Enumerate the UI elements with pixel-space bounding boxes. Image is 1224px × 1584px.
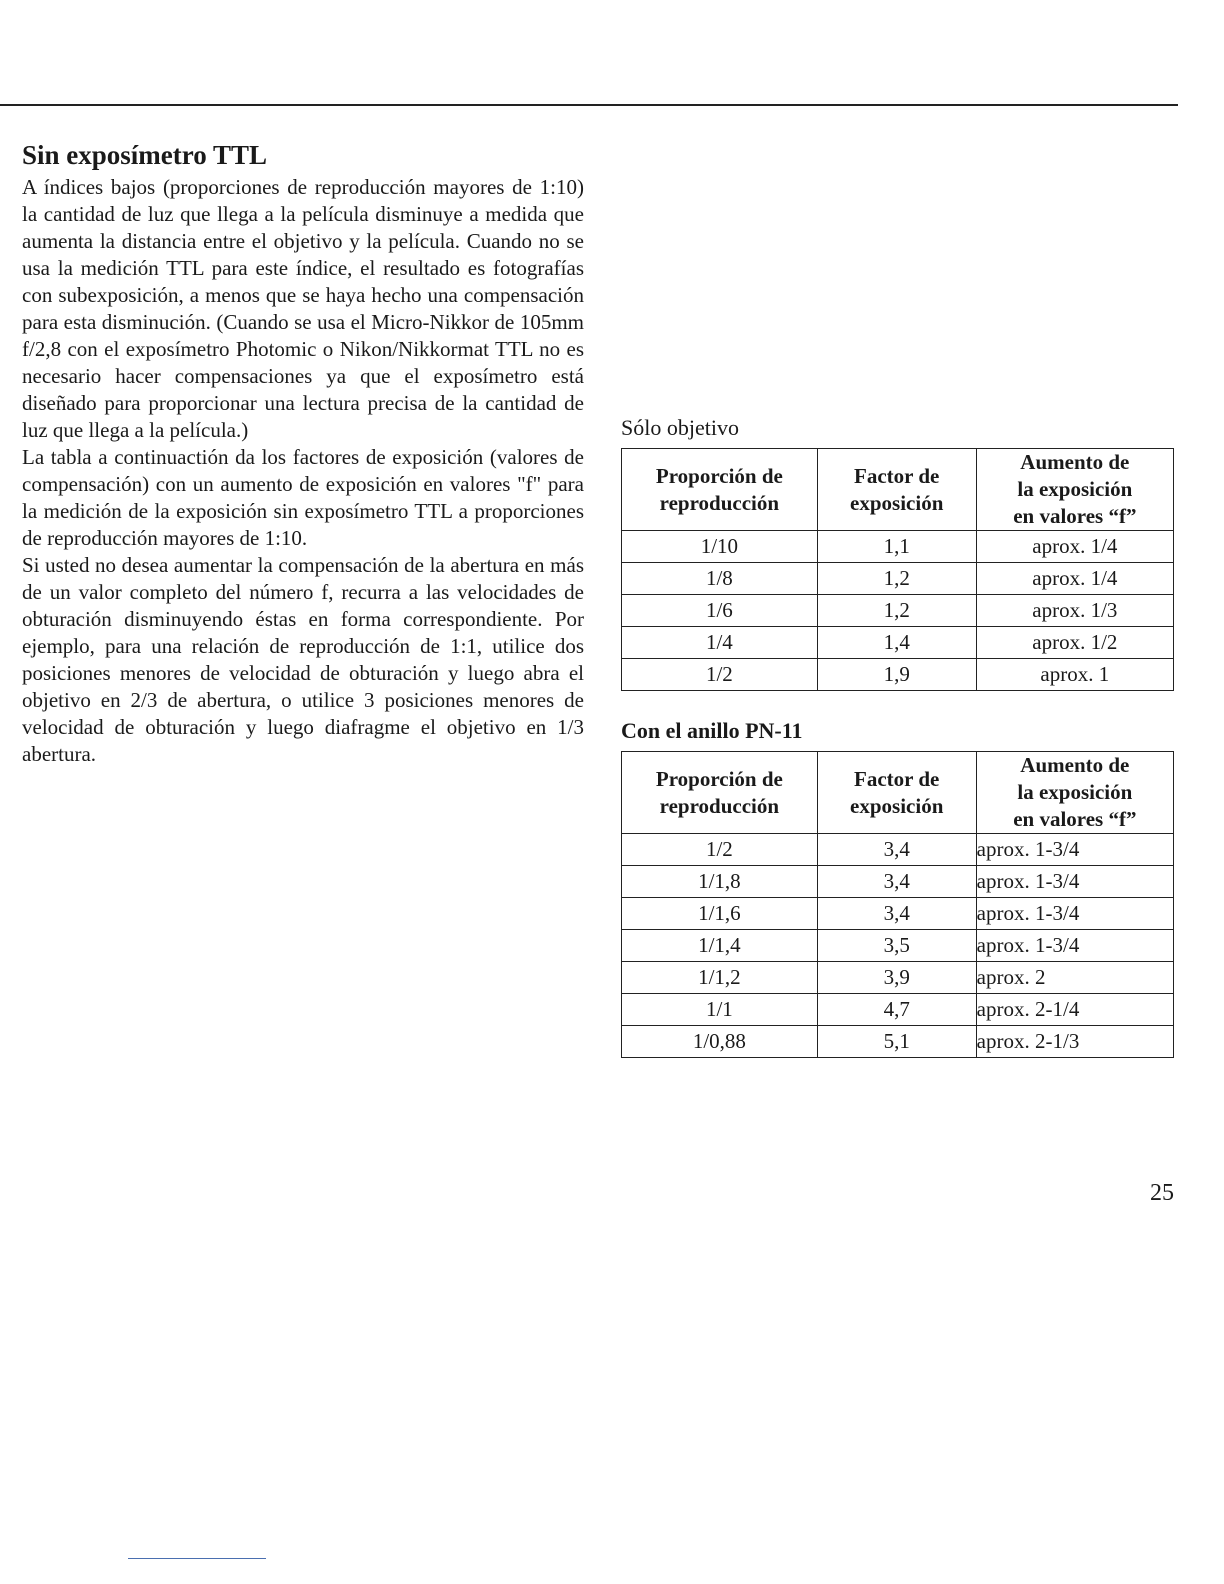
table2-header-ratio [622, 752, 818, 834]
cell-increase: aprox. 1-3/4 [976, 834, 1173, 866]
header-text: Aumento de la exposición en valores “f” [1013, 450, 1137, 528]
table-row [622, 834, 1174, 866]
header-text: Aumento de la exposición en valores “f” [1013, 753, 1137, 831]
table-row [622, 659, 1174, 691]
header-text: Factor de exposición [850, 766, 944, 818]
table2-header-factor [817, 752, 976, 834]
table-row [622, 531, 1174, 563]
table-row [622, 962, 1174, 994]
cell-factor: 3,9 [817, 962, 976, 994]
cell-ratio: 1/10 [622, 531, 818, 563]
table2-header-row [622, 752, 1174, 834]
table1-header-ratio [622, 449, 818, 531]
table-row [622, 627, 1174, 659]
table2-caption: Con el anillo PN-11 [621, 718, 803, 743]
cell-increase: aprox. 1-3/4 [976, 866, 1173, 898]
cell-ratio: 1/1 [622, 994, 818, 1026]
cell-factor: 3,4 [817, 898, 976, 930]
table1-header-row [622, 449, 1174, 531]
table2 [621, 751, 1174, 1058]
left-column [22, 138, 584, 768]
header-text: Proporción de reproducción [655, 766, 783, 818]
top-rule [0, 104, 1178, 106]
cell-ratio: 1/1,4 [622, 930, 818, 962]
paragraph-2: La tabla a continuactión da los factores de exposición (valores de compensación) con un aumento de exposición en valores "f" para la medición de la exposición sin exposímetro TTL a proporciones de reproducción mayores de 1:10. [22, 445, 584, 550]
table-row [622, 866, 1174, 898]
table-row [622, 563, 1174, 595]
cell-ratio: 1/8 [622, 563, 818, 595]
section-title: Sin exposímetro TTL [22, 140, 268, 170]
cell-increase: aprox. 1/2 [976, 627, 1173, 659]
cell-increase: aprox. 2-1/4 [976, 994, 1173, 1026]
cell-increase: aprox. 1/4 [976, 563, 1173, 595]
table1-header-increase [976, 449, 1173, 531]
cell-factor: 5,1 [817, 1026, 976, 1058]
cell-increase: aprox. 1 [976, 659, 1173, 691]
paragraph-1: A índices bajos (proporciones de reproducción mayores de 1:10) la cantidad de luz que llega a la película disminuye a medida que aumenta la distancia entre el objetivo y la película. Cuando no se usa la medición TTL para este índice, el resultado es fotografías con subexposición, a menos que se haya hecho una compensación para esta disminución. (Cuando se usa el Micro-Nikkor de 105mm f/2,8 con el exposímetro Photomic o Nikon/Nikkormat TTL no es necesario hacer compensaciones ya que el exposímetro está diseñado para proporcionar una lectura precisa de la cantidad de luz que llega a la película.) [22, 175, 584, 442]
cell-increase: aprox. 1-3/4 [976, 898, 1173, 930]
cell-factor: 1,2 [817, 563, 976, 595]
cell-factor: 1,9 [817, 659, 976, 691]
table1-caption: Sólo objetivo [621, 415, 739, 440]
cell-factor: 3,4 [817, 834, 976, 866]
table2-header-increase [976, 752, 1173, 834]
header-text: Proporción de reproducción [655, 463, 783, 515]
cell-ratio: 1/6 [622, 595, 818, 627]
cell-increase: aprox. 1/4 [976, 531, 1173, 563]
header-text: Factor de exposición [850, 463, 944, 515]
table-row [622, 595, 1174, 627]
bottom-rule [128, 1558, 266, 1559]
table-row [622, 1026, 1174, 1058]
cell-factor: 1,1 [817, 531, 976, 563]
table1 [621, 448, 1174, 691]
table2-block [621, 717, 1174, 1058]
cell-ratio: 1/2 [622, 659, 818, 691]
cell-factor: 1,2 [817, 595, 976, 627]
page-number: 25 [1150, 1180, 1174, 1206]
table-row [622, 930, 1174, 962]
cell-increase: aprox. 2-1/3 [976, 1026, 1173, 1058]
table1-header-factor [817, 449, 976, 531]
cell-increase: aprox. 1-3/4 [976, 930, 1173, 962]
cell-factor: 1,4 [817, 627, 976, 659]
cell-ratio: 1/1,8 [622, 866, 818, 898]
table-row [622, 994, 1174, 1026]
cell-ratio: 1/4 [622, 627, 818, 659]
cell-factor: 4,7 [817, 994, 976, 1026]
cell-increase: aprox. 1/3 [976, 595, 1173, 627]
cell-ratio: 1/0,88 [622, 1026, 818, 1058]
cell-ratio: 1/1,6 [622, 898, 818, 930]
table-row [622, 898, 1174, 930]
paragraph-3: Si usted no desea aumentar la compensación de la abertura en más de un valor completo del número f, recurra a las velocidades de obturación disminuyendo éstas en forma correspondiente. Por ejemplo, para una relación de reproducción de 1:1, utilice dos posiciones menores de velocidad de obturación y luego abra el objetivo en 2/3 de abertura, o utilice 3 posiciones menores de velocidad de obturación y luego diafragme el objetivo en 1/3 abertura. [22, 553, 584, 766]
cell-ratio: 1/2 [622, 834, 818, 866]
cell-factor: 3,5 [817, 930, 976, 962]
cell-increase: aprox. 2 [976, 962, 1173, 994]
table1-block [621, 414, 1174, 691]
cell-factor: 3,4 [817, 866, 976, 898]
cell-ratio: 1/1,2 [622, 962, 818, 994]
